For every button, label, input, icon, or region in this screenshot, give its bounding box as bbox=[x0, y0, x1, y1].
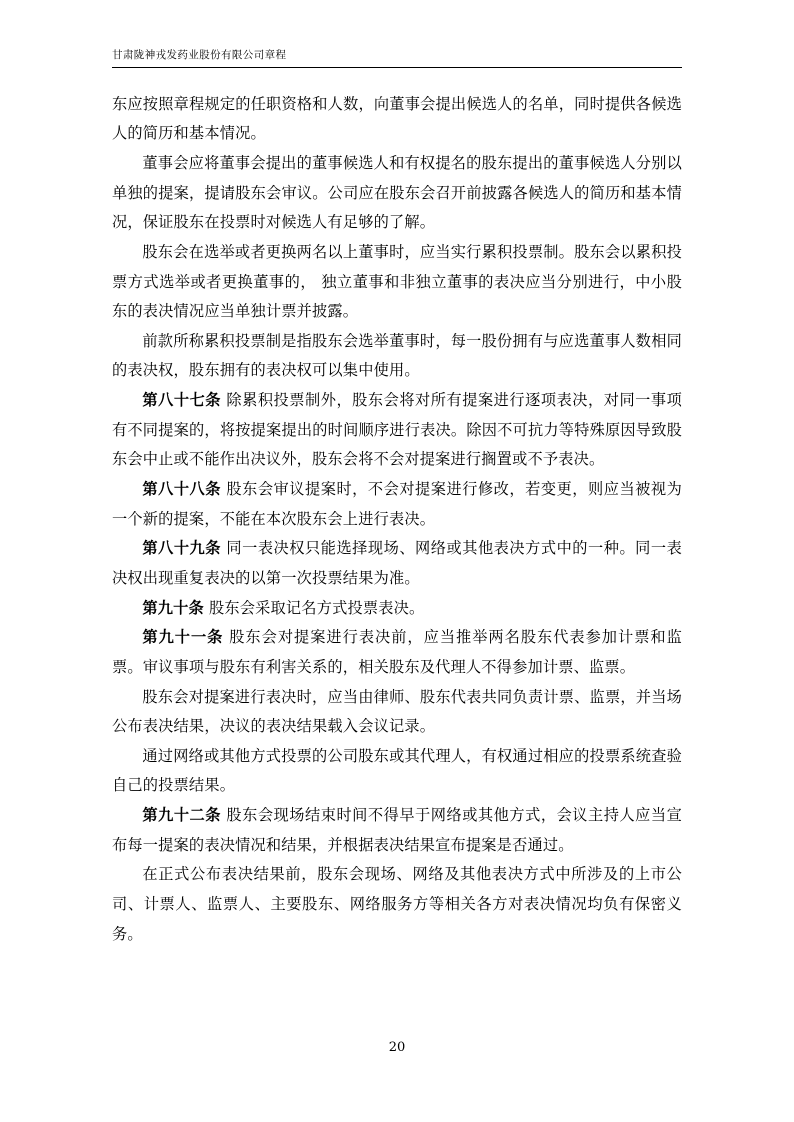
paragraph-text: 东应按照章程规定的任职资格和人数，向董事会提出候选人的名单，同时提供各候选人的简历和基本情况。 bbox=[112, 94, 682, 143]
article-number: 第九十条 bbox=[142, 598, 204, 617]
paragraph-text: 前款所称累积投票制是指股东会选举董事时，每一股份拥有与应选董事人数相同的表决权，股东拥有的表决权可以集中使用。 bbox=[112, 331, 682, 380]
document-body bbox=[112, 90, 682, 950]
article-number: 第九十一条 bbox=[142, 628, 224, 647]
paragraph-text: 股东会审议提案时，不会对提案进行修改，若变更，则应当被视为一个新的提案，不能在本次股东会上进行表决。 bbox=[112, 480, 683, 528]
paragraph-text: 股东会在选举或者更换两名以上董事时，应当实行累积投票制。股东会以累积投票方式选举或者更换董事的， 独立董事和非独立董事的表决应当分别进行，中小股东的表决情况应当单独计票并披露。 bbox=[112, 242, 682, 321]
article-paragraph bbox=[112, 594, 682, 624]
article-paragraph bbox=[112, 386, 682, 475]
paragraph bbox=[112, 683, 682, 742]
page-number: 20 bbox=[388, 1040, 406, 1055]
paragraph-text: 在正式公布表决结果前，股东会现场、网络及其他表决方式中所涉及的上市公司、计票人、监票人、主要股东、网络服务方等相关各方对表决情况均负有保密义务。 bbox=[112, 865, 682, 943]
paragraph-text: 同一表决权只能选择现场、网络或其他表决方式中的一种。同一表决权出现重复表决的以第一次投票结果为准。 bbox=[112, 539, 683, 587]
paragraph bbox=[112, 742, 682, 801]
paragraph-text: 股东会现场结束时间不得早于网络或其他方式，会议主持人应当宣布每一提案的表决情况和结果，并根据表决结果宣布提案是否通过。 bbox=[112, 806, 683, 854]
page-content bbox=[112, 48, 682, 949]
paragraph-text: 股东会对提案进行表决前，应当推举两名股东代表参加计票和监票。审议事项与股东有利害关系的，相关股东及代理人不得参加计票、监票。 bbox=[112, 628, 682, 676]
paragraph-text: 通过网络或其他方式投票的公司股东或其代理人，有权通过相应的投票系统查验自己的投票结果。 bbox=[112, 746, 682, 795]
page-header: 甘肃陇神戎发药业股份有限公司章程 bbox=[112, 48, 682, 68]
paragraph-text: 股东会采取记名方式投票表决。 bbox=[208, 598, 425, 617]
article-paragraph bbox=[112, 534, 682, 593]
article-number: 第八十七条 bbox=[142, 391, 222, 410]
paragraph-text: 董事会应将董事会提出的董事候选人和有权提名的股东提出的董事候选人分别以单独的提案，提请股东会审议。公司应在股东会召开前披露各候选人的简历和基本情况，保证股东在投票时对候选人有足够的了解。 bbox=[112, 153, 682, 232]
article-paragraph bbox=[112, 801, 682, 860]
article-paragraph bbox=[112, 623, 682, 682]
paragraph-text: 股东会对提案进行表决时，应当由律师、股东代表共同负责计票、监票，并当场公布表决结果，决议的表决结果载入会议记录。 bbox=[112, 687, 682, 736]
paragraph-text: 除累积投票制外，股东会将对所有提案进行逐项表决，对同一事项有不同提案的，将按提案提出的时间顺序进行表决。除因不可抗力等特殊原因导致股东会中止或不能作出决议外，股东会将不会对提案进行搁置或不予表决。 bbox=[112, 391, 683, 469]
article-number: 第八十八条 bbox=[142, 480, 222, 499]
article-number: 第九十二条 bbox=[142, 806, 222, 825]
paragraph bbox=[112, 90, 682, 149]
paragraph bbox=[112, 860, 682, 949]
paragraph bbox=[112, 149, 682, 238]
article-paragraph bbox=[112, 475, 682, 534]
paragraph bbox=[112, 327, 682, 386]
article-number: 第八十九条 bbox=[142, 539, 222, 558]
paragraph bbox=[112, 238, 682, 327]
